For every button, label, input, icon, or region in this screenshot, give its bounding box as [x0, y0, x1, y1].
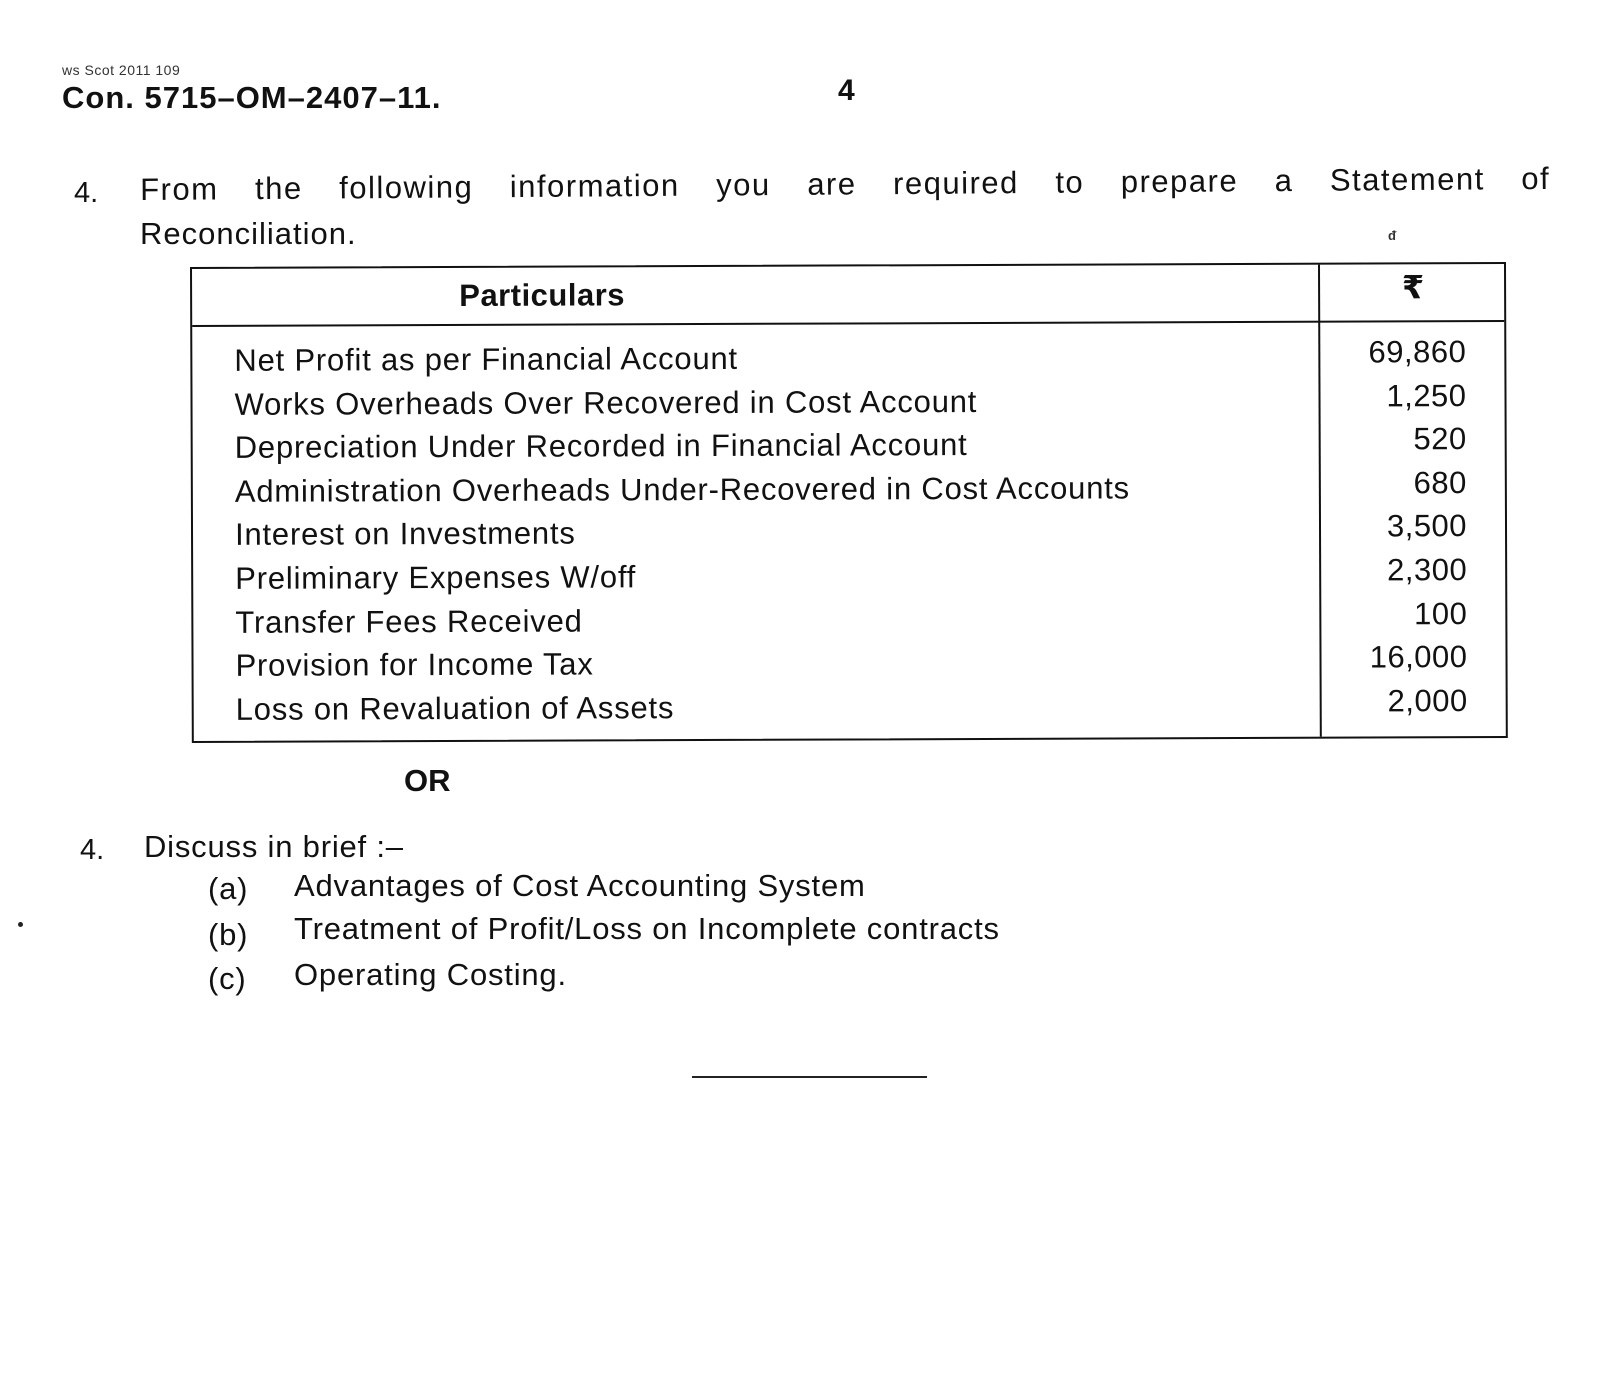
table-header: [192, 264, 1504, 327]
table-row: [193, 421, 1505, 470]
row-label: Depreciation Under Recorded in Financial Account: [234, 427, 968, 466]
paper-code: Con. 5715–OM–2407–11.: [62, 80, 442, 115]
row-label: Transfer Fees Received: [235, 603, 583, 640]
table-row: [192, 334, 1504, 383]
row-label: Administration Overheads Under-Recovered in Cost Accounts: [234, 470, 1130, 509]
row-label: Net Profit as per Financial Account: [234, 340, 739, 378]
scan-stamp: ws Scot 2011 109: [62, 62, 181, 78]
table-row: [194, 683, 1506, 732]
header-particulars: Particulars: [459, 277, 626, 313]
table-row: [193, 465, 1505, 514]
row-label: Works Overheads Over Recovered in Cost Account: [234, 383, 978, 422]
table-row: [192, 378, 1504, 427]
question-text: From the following information you are required to prepare a Statement of: [140, 160, 1551, 207]
table-row: [193, 552, 1505, 601]
sub-item-letter: (a): [208, 871, 249, 906]
row-label: Preliminary Expenses W/off: [235, 559, 637, 596]
table-row: [193, 639, 1505, 688]
sub-item-text: Advantages of Cost Accounting System: [294, 868, 866, 903]
row-amount: 100: [1414, 595, 1468, 631]
table-body: [192, 334, 1505, 731]
sub-item-letter: (b): [208, 917, 249, 952]
row-amount: 1,250: [1386, 377, 1467, 414]
row-label: Interest on Investments: [234, 515, 576, 553]
question-number: 4.: [74, 177, 99, 209]
end-rule: [692, 1076, 927, 1078]
sub-item-text: Operating Costing.: [294, 957, 567, 992]
page-number: 4: [838, 74, 855, 107]
table-row: [193, 508, 1505, 557]
row-amount: 2,300: [1387, 552, 1468, 588]
table-row: [193, 596, 1505, 645]
row-label: Loss on Revaluation of Assets: [235, 689, 675, 727]
row-label: Provision for Income Tax: [235, 646, 594, 683]
alt-question-number: 4.: [80, 834, 105, 866]
or-separator: OR: [404, 763, 451, 798]
row-amount: 3,500: [1386, 508, 1468, 544]
sub-item-letter: (c): [208, 961, 247, 996]
row-amount: 2,000: [1387, 682, 1468, 719]
row-amount: 520: [1413, 421, 1467, 457]
alt-question-text: Discuss in brief :–: [144, 829, 404, 864]
row-amount: 680: [1413, 464, 1467, 501]
row-amount: 69,860: [1368, 334, 1467, 370]
stray-dot: [18, 922, 23, 927]
handwritten-mark: ᵭ: [1388, 228, 1396, 243]
header-rupee-symbol: ₹: [1401, 269, 1425, 306]
reconciliation-table: [190, 262, 1508, 743]
row-amount: 16,000: [1369, 639, 1468, 675]
sub-item-text: Treatment of Profit/Loss on Incomplete contracts: [294, 911, 1000, 946]
question-text-continued: Reconciliation.: [140, 216, 357, 251]
